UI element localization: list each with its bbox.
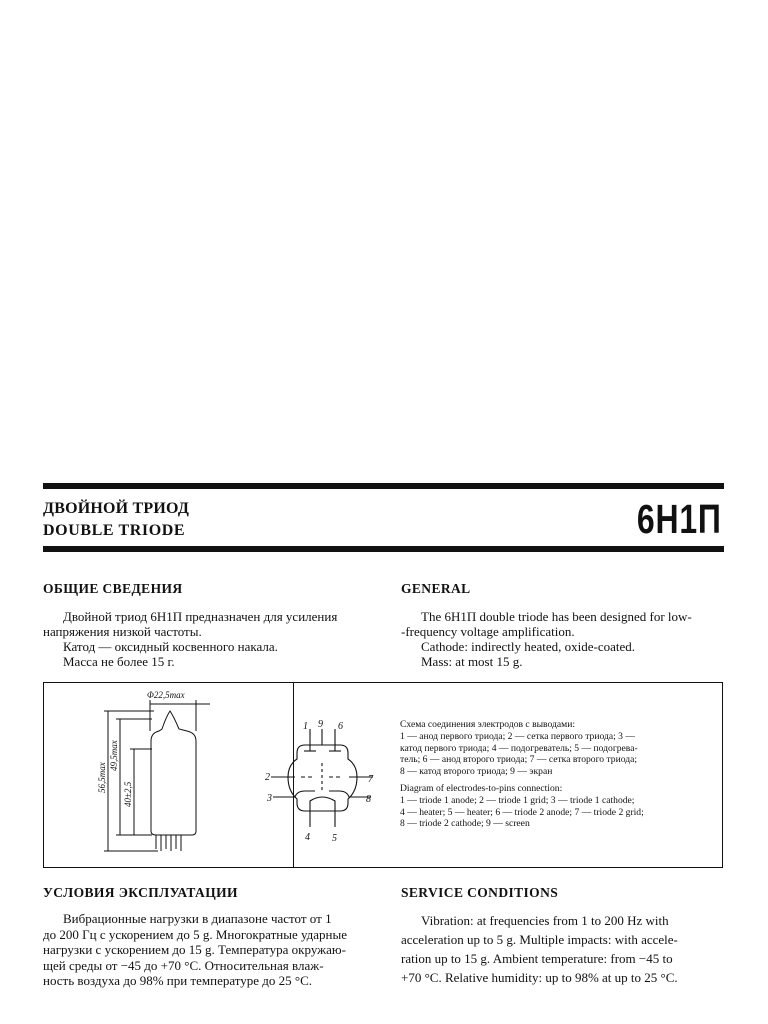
- legend-en-title: Diagram of electrodes-to-pins connection:: [400, 782, 563, 794]
- pin-label-8: 8: [366, 794, 371, 805]
- pin-label-1: 1: [303, 721, 308, 732]
- tube-code: 6Н1П: [637, 496, 722, 542]
- general-text-ru: [43, 609, 373, 669]
- title-russian: ДВОЙНОЙ ТРИОД: [43, 500, 190, 517]
- service-ru-line: Вибрационные нагрузки в диапазоне частот от 1: [63, 911, 332, 926]
- pin-diagram: [265, 719, 375, 849]
- pin-label-2: 2: [265, 772, 270, 783]
- service-ru-line: щей среды от −45 до +70 °С. Относительная влаж-: [43, 957, 324, 973]
- legend-ru-line: тель; 6 — анод второго триода; 7 — сетка второго триода;: [400, 754, 638, 766]
- legend-ru-line: 1 — анод первого триода; 2 — сетка первого триода; 3 —: [400, 730, 635, 742]
- general-ru-line: Катод — оксидный косвенного накала.: [63, 639, 278, 654]
- general-en-line: The 6Н1П double triode has been designed for low-: [421, 609, 692, 624]
- tube-outline-drawing: [44, 683, 292, 867]
- service-en-line: Vibration: at frequencies from 1 to 200 Hz with: [421, 913, 669, 928]
- legend-en-line: 1 — triode 1 anode; 2 — triode 1 grid; 3 — triode 1 cathode;: [400, 794, 635, 806]
- header-bottom-rule: [43, 546, 724, 552]
- pin-label-5: 5: [332, 833, 337, 844]
- legend-ru-line: катод первого триода; 4 — подогреватель; 5 — подогрева-: [400, 742, 638, 754]
- header-top-rule: [43, 483, 724, 489]
- service-text-en: [401, 911, 726, 987]
- dim-diameter: Φ22,5max: [147, 690, 185, 700]
- general-en-line: Mass: at most 15 g.: [421, 654, 523, 669]
- pin-label-3: 3: [267, 793, 272, 804]
- pin-label-9: 9: [318, 719, 323, 730]
- general-en-line: -frequency voltage amplification.: [401, 624, 575, 639]
- general-title-en: GENERAL: [401, 581, 471, 596]
- general-ru-line: напряжения низкой частоты.: [43, 624, 202, 639]
- legend-ru-title: Схема соединения электродов с выводами:: [400, 719, 576, 730]
- general-title-ru: ОБЩИЕ СВЕДЕНИЯ: [43, 581, 183, 596]
- legend-ru-line: 8 — катод второго триода; 9 — экран: [400, 766, 553, 778]
- dim-height-total: 56,5max: [97, 762, 107, 793]
- figure-panel: [43, 682, 723, 868]
- dim-height-bulb: 49,5max: [109, 740, 119, 771]
- service-ru-line: нагрузки с ускорением до 15 g. Температура окружаю-: [43, 942, 346, 957]
- pin-legend: [400, 719, 712, 830]
- service-en-line: acceleration up to 5 g. Multiple impacts: with accele-: [401, 932, 678, 947]
- service-en-line: +70 °C. Relative humidity: up to 98% at up to 25 °C.: [401, 970, 678, 985]
- service-text-ru: [43, 911, 373, 989]
- general-text-en: [401, 609, 726, 669]
- title-english: DOUBLE TRIODE: [43, 522, 186, 539]
- general-en-line: Cathode: indirectly heated, oxide-coated.: [421, 639, 636, 654]
- dim-height-min: 40±2,5: [123, 781, 133, 807]
- pin-label-6: 6: [338, 721, 343, 732]
- service-ru-line: до 200 Гц с ускорением до 5 g. Многократные ударные: [43, 926, 348, 942]
- legend-en-line: 4 — heater; 5 — heater; 6 — triode 2 anode; 7 — triode 2 grid;: [400, 806, 644, 818]
- legend-en-line: 8 — triode 2 cathode; 9 — screen: [400, 818, 530, 830]
- pin-label-4: 4: [305, 832, 310, 843]
- pin-label-7: 7: [368, 774, 373, 785]
- service-title-ru: УСЛОВИЯ ЭКСПЛУАТАЦИИ: [43, 885, 238, 900]
- general-ru-line: Масса не более 15 г.: [63, 654, 175, 669]
- general-ru-line: Двойной триод 6Н1П предназначен для усиления: [63, 609, 338, 624]
- service-en-line: ration up to 15 g. Ambient temperature: from −45 to: [401, 951, 673, 966]
- service-title-en: SERVICE CONDITIONS: [401, 885, 559, 900]
- service-ru-line: ность воздуха до 98% при температуре до 25 °С.: [43, 973, 313, 988]
